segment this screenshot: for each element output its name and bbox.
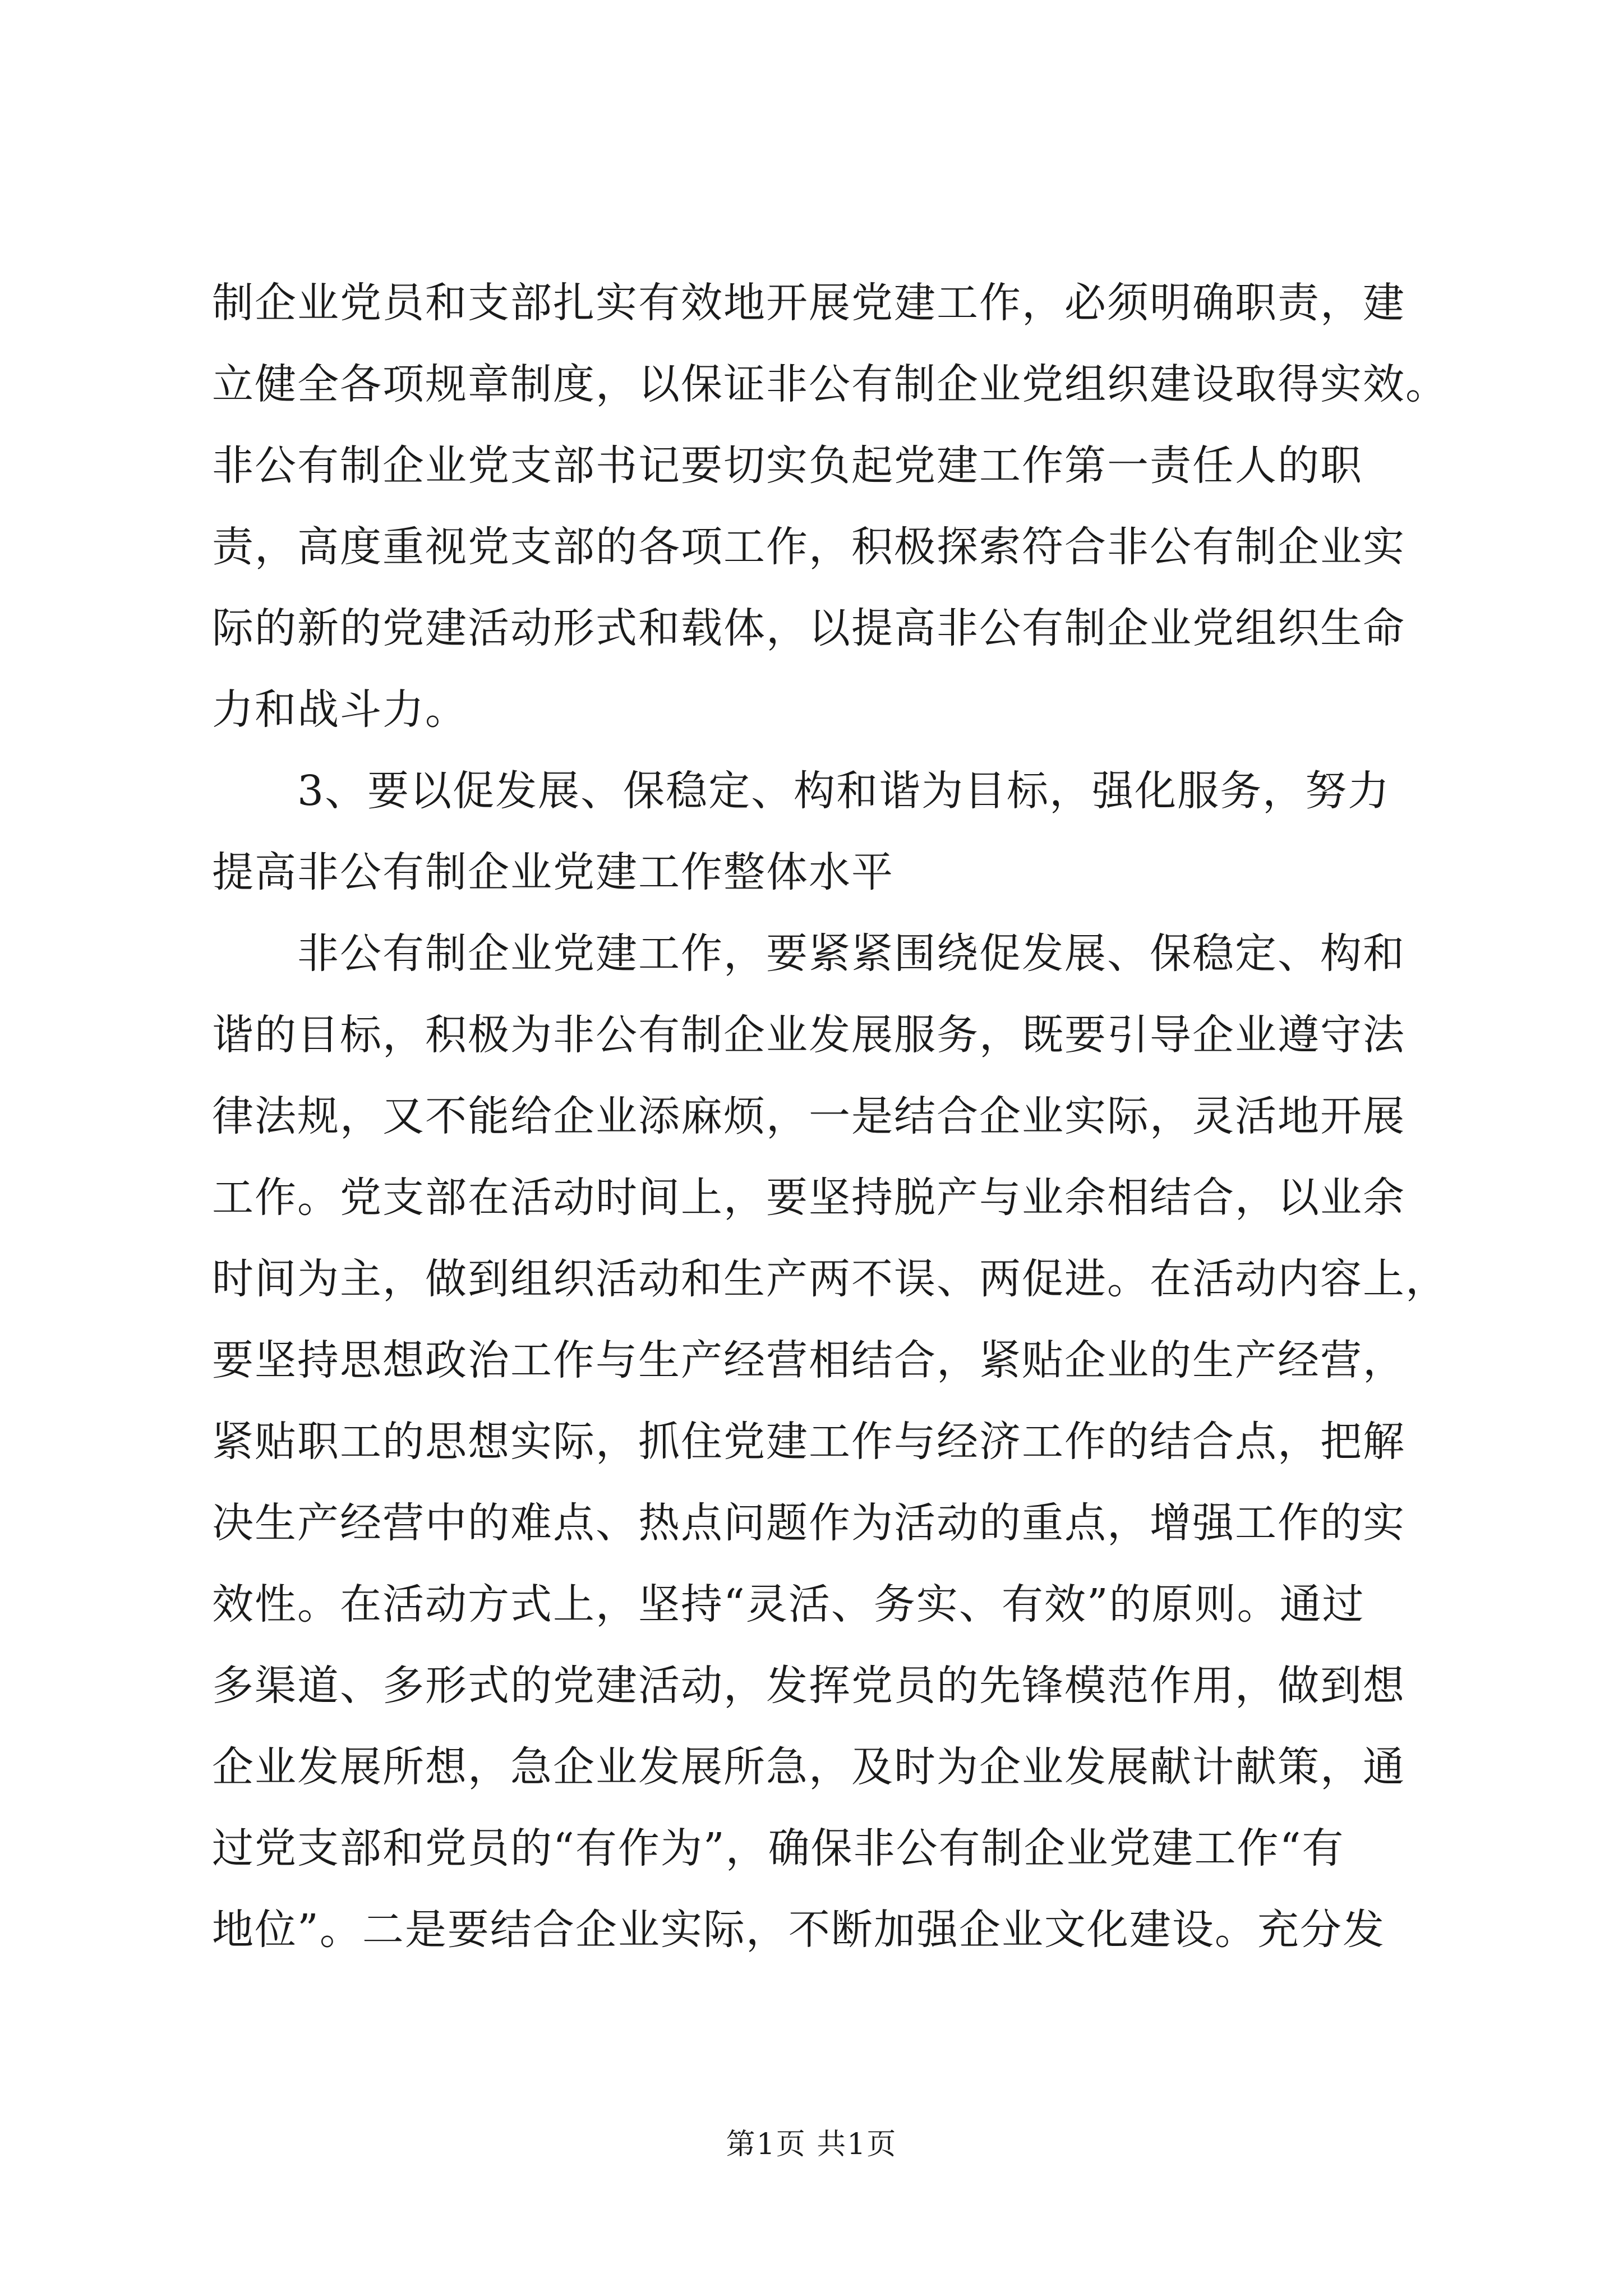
text-line-5: 际的新的党建活动形式和载体，以提高非公有制企业党组织生命: [212, 604, 1405, 652]
section-heading-line-2: 提高非公有制企业党建工作整体水平: [212, 848, 894, 896]
text-line-20: 过党支部和党员的“有作为”，确保非公有制企业党建工作“有: [212, 1824, 1345, 1872]
text-line-11: 律法规，又不能给企业添麻烦，一是结合企业实际，灵活地开展: [212, 1092, 1405, 1140]
text-line-15: 紧贴职工的思想实际，抓住党建工作与经济工作的结合点，把解: [212, 1418, 1405, 1466]
text-line-16: 决生产经营中的难点、热点问题作为活动的重点，增强工作的实: [212, 1499, 1405, 1547]
text-line-3: 非公有制企业党支部书记要切实负起党建工作第一责任人的职: [212, 441, 1363, 490]
section-heading-line-1: 3、要以促发展、保稳定、构和谐为目标，强化服务，努力: [212, 767, 1391, 815]
text-line-17: 效性。在活动方式上，坚持“灵活、务实、有效”的原则。通过: [212, 1580, 1365, 1628]
text-line-1: 制企业党员和支部扎实有效地开展党建工作，必须明确职责，建: [212, 279, 1405, 327]
text-line-21: 地位”。二是要结合企业实际，不断加强企业文化建设。充分发: [212, 1906, 1385, 1954]
text-line-13: 时间为主，做到组织活动和生产两不误、两促进。在活动内容上，: [212, 1255, 1448, 1303]
page-footer: 第1页 共1页: [726, 2128, 897, 2161]
text-line-18: 多渠道、多形式的党建活动，发挥党员的先锋模范作用，做到想: [212, 1662, 1405, 1710]
text-line-6: 力和战斗力。: [212, 685, 468, 734]
text-line-4: 责，高度重视党支部的各项工作，积极探索符合非公有制企业实: [212, 523, 1405, 571]
text-line-9: 非公有制企业党建工作，要紧紧围绕促发展、保稳定、构和: [212, 930, 1405, 978]
document-body: [212, 263, 1448, 1971]
text-line-12: 工作。党支部在活动时间上，要坚持脱产与业余相结合，以业余: [212, 1174, 1405, 1222]
text-line-14: 要坚持思想政治工作与生产经营相结合，紧贴企业的生产经营，: [212, 1336, 1405, 1384]
text-line-10: 谐的目标，积极为非公有制企业发展服务，既要引导企业遵守法: [212, 1011, 1405, 1059]
text-line-2: 立健全各项规章制度，以保证非公有制企业党组织建设取得实效。: [212, 360, 1448, 408]
text-line-19: 企业发展所想，急企业发展所急，及时为企业发展献计献策，通: [212, 1743, 1405, 1791]
